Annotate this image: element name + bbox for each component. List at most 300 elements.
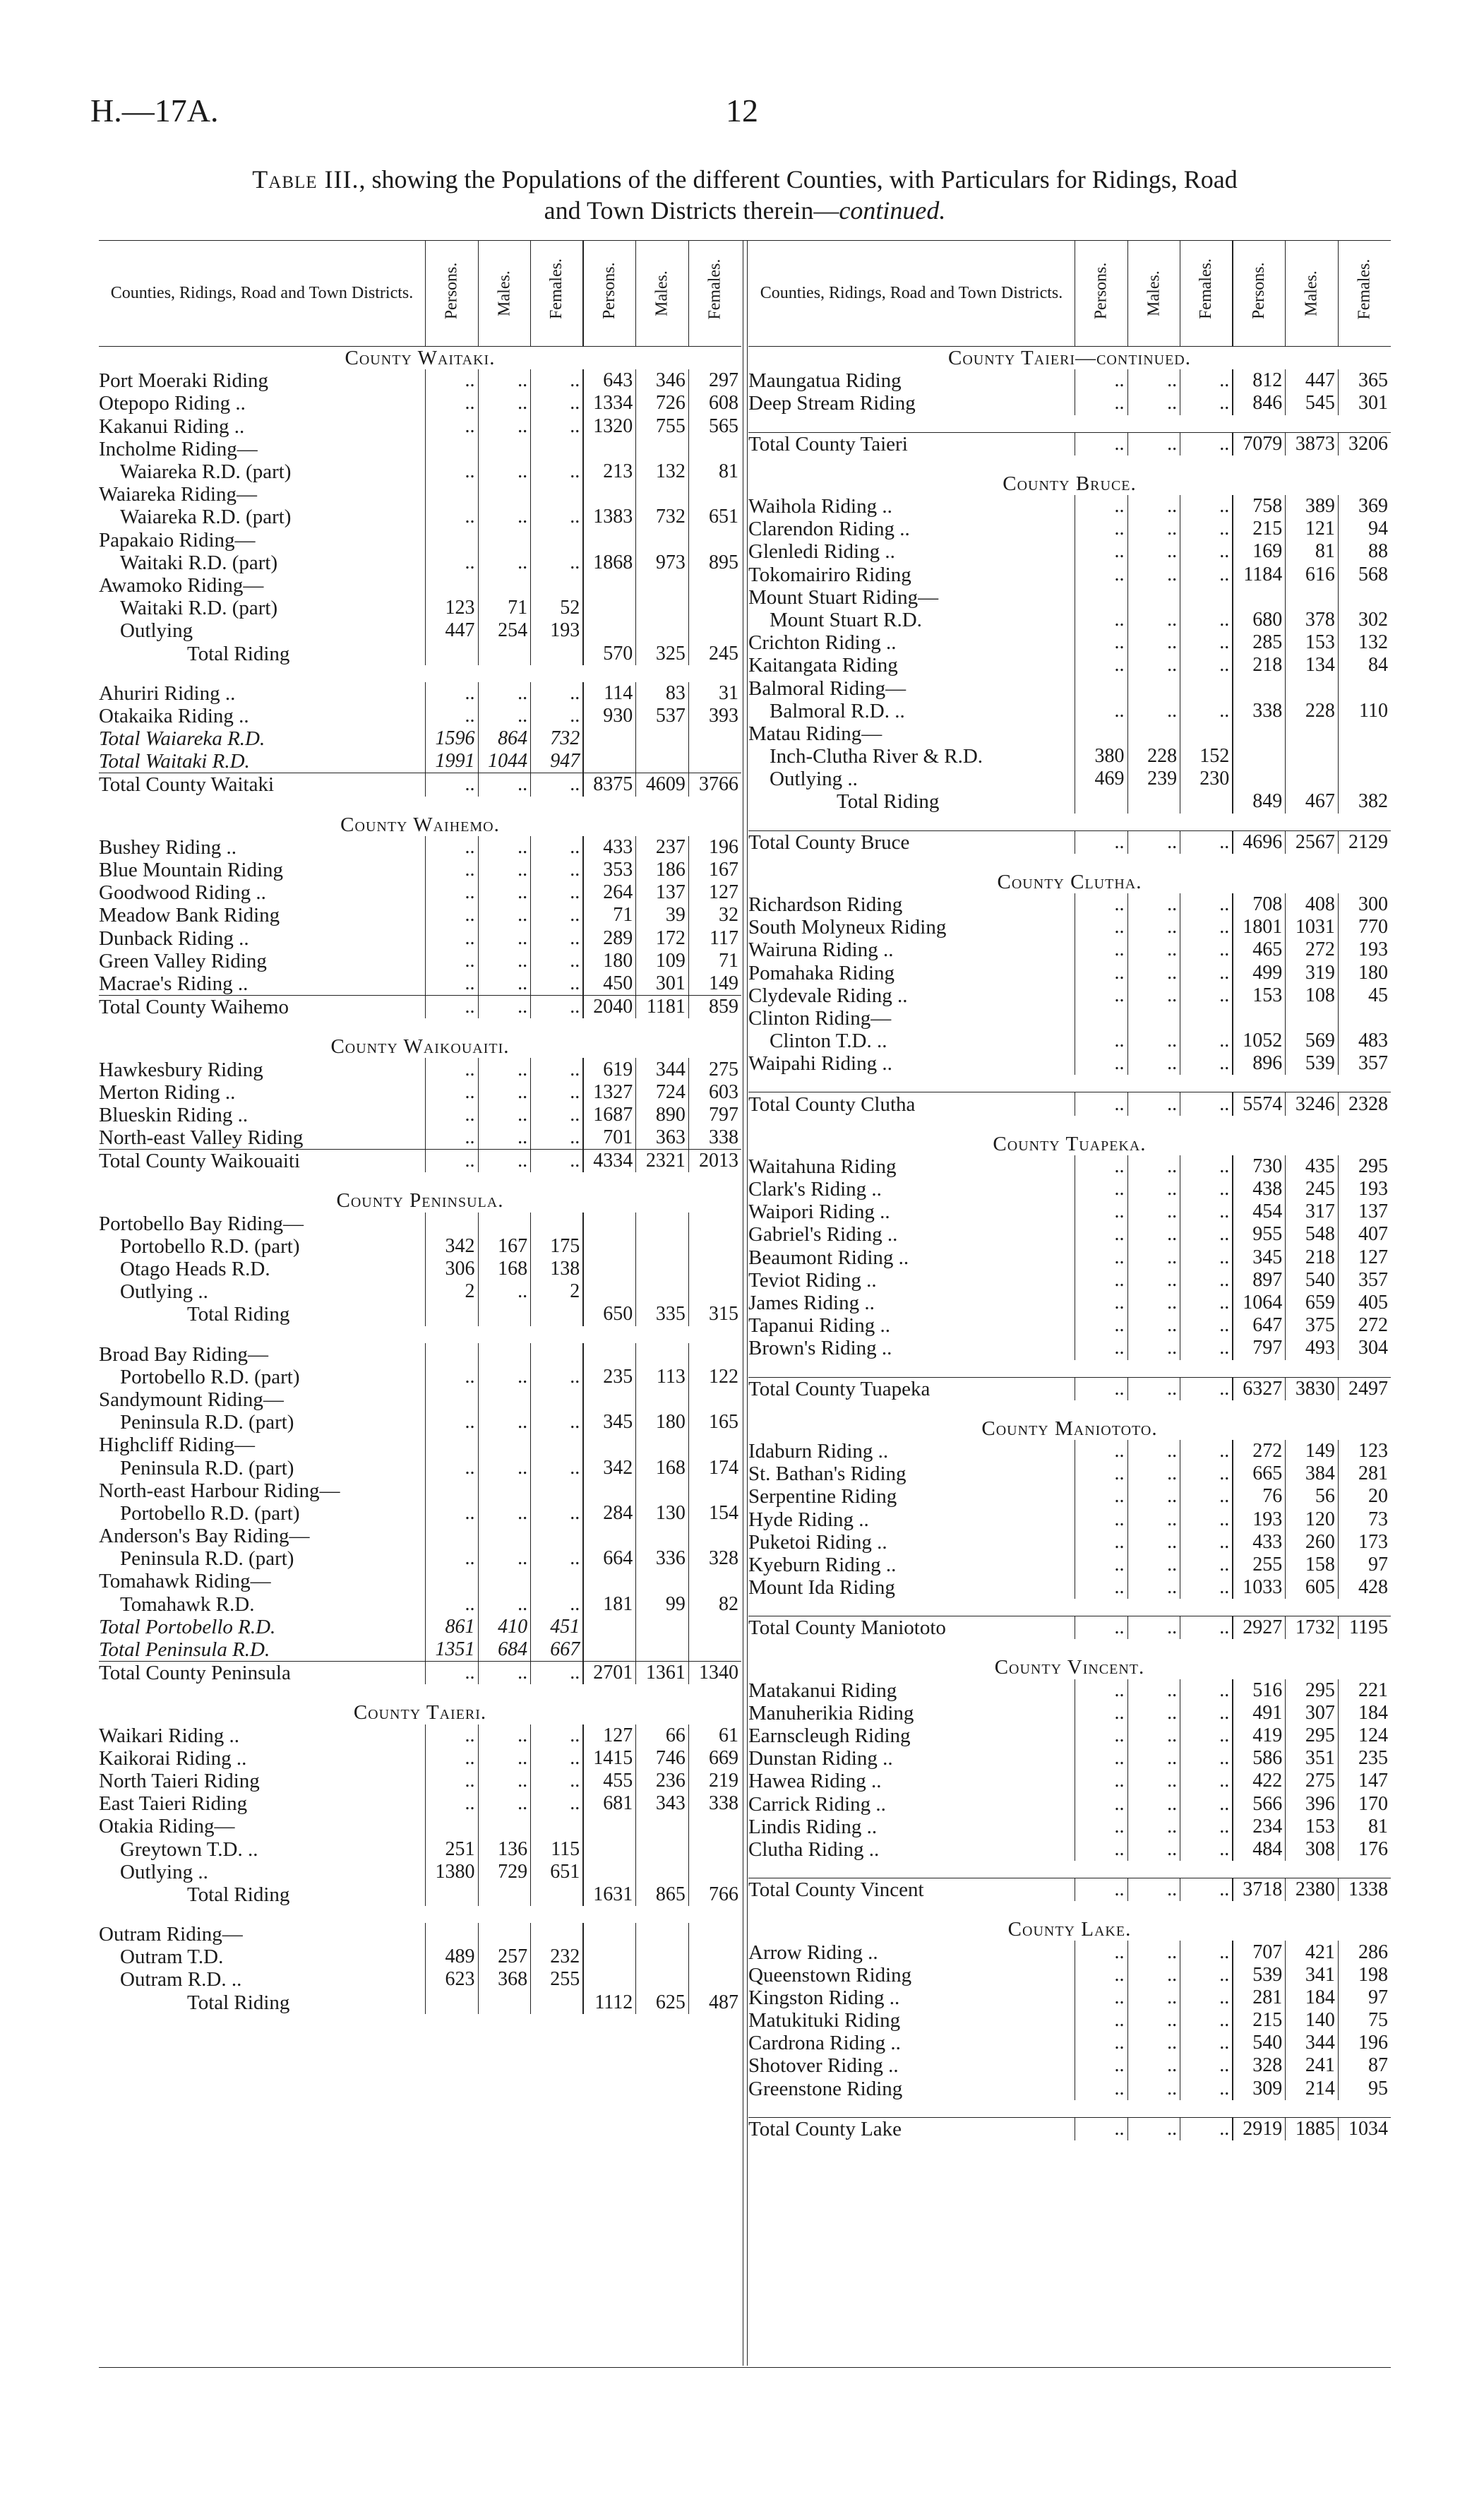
riding-persons-cell (583, 438, 636, 460)
row-label (99, 797, 741, 814)
riding-persons-cell: 491 (1233, 1702, 1286, 1724)
riding-persons-cell: 701 (583, 1126, 636, 1150)
table-row (748, 564, 1391, 586)
row-label: Deep Stream Riding (748, 392, 916, 415)
riding-persons-cell (583, 574, 636, 597)
riding-persons-cell: 1383 (583, 506, 636, 528)
district-persons-cell: .. (1075, 1793, 1127, 1816)
riding-females-cell: 2497 (1338, 1377, 1391, 1400)
riding-females-cell: 302 (1338, 609, 1391, 631)
riding-females-cell (688, 1479, 741, 1502)
row-label: Total County Waikouaiti (99, 1150, 425, 1173)
row-label: Goodwood Riding .. (99, 881, 266, 905)
riding-females-cell (688, 483, 741, 506)
district-females-cell: 115 (531, 1837, 584, 1860)
riding-females-cell: 45 (1338, 984, 1391, 1007)
district-persons-cell: .. (1075, 540, 1127, 563)
district-males-cell: 729 (478, 1861, 531, 1883)
table-row (748, 2032, 1391, 2054)
table-row (99, 642, 741, 665)
row-label: Richardson Riding (748, 893, 903, 917)
riding-persons-cell (1233, 745, 1286, 768)
row-label: Clutha Riding .. (748, 1837, 880, 1861)
row-label (99, 1906, 741, 1923)
table-row (99, 1366, 741, 1388)
riding-males-cell: 83 (636, 682, 689, 705)
district-persons-cell: .. (1075, 1531, 1127, 1554)
row-label: Total Riding (187, 1991, 290, 2014)
riding-males-cell: 186 (636, 859, 689, 881)
district-persons-cell: .. (1075, 1838, 1127, 1861)
table-row (748, 1269, 1391, 1292)
riding-males-cell (636, 1837, 689, 1860)
row-label: Mount Stuart R.D. (770, 608, 922, 631)
table-row (99, 1213, 741, 1235)
district-females-cell (531, 1343, 584, 1366)
column-header-females-total: Females. (1338, 240, 1391, 347)
district-males-cell: .. (478, 1724, 531, 1747)
row-label: Balmoral R.D. .. (770, 699, 905, 722)
riding-males-cell: 346 (636, 369, 689, 392)
table-row (99, 1104, 741, 1126)
riding-females-cell: 149 (688, 972, 741, 996)
district-males-cell: .. (478, 1081, 531, 1104)
riding-females-cell: 405 (1338, 1292, 1391, 1314)
page-number: 12 (726, 93, 758, 129)
column-header-persons: Persons. (1075, 240, 1127, 347)
riding-persons-cell: 438 (1233, 1178, 1286, 1201)
district-males-cell: .. (478, 1280, 531, 1303)
district-males-cell: .. (478, 950, 531, 972)
column-header-persons-total: Persons. (1233, 240, 1286, 347)
riding-males-cell: 245 (1286, 1178, 1339, 1201)
riding-females-cell (688, 1638, 741, 1662)
riding-males-cell: 335 (636, 1303, 689, 1326)
district-females-cell: .. (1180, 1702, 1233, 1724)
riding-females-cell: 275 (688, 1058, 741, 1080)
riding-males-cell: 153 (1286, 631, 1339, 654)
riding-persons-cell (583, 1837, 636, 1860)
riding-persons-cell: 540 (1233, 2032, 1286, 2054)
district-males-cell: .. (1127, 1337, 1180, 1359)
row-label: Maungatua Riding (748, 369, 902, 393)
district-persons-cell: .. (1075, 1724, 1127, 1747)
riding-males-cell (636, 1479, 689, 1502)
riding-persons-cell: 342 (583, 1456, 636, 1479)
district-males-cell: .. (478, 552, 531, 574)
district-males-cell: .. (1127, 1616, 1180, 1640)
riding-persons-cell: 516 (1233, 1679, 1286, 1702)
riding-males-cell: 1181 (636, 996, 689, 1019)
table-row (748, 369, 1391, 392)
riding-persons-cell: 289 (583, 927, 636, 950)
district-persons-cell: .. (1075, 2078, 1127, 2100)
district-females-cell: .. (1180, 1201, 1233, 1223)
riding-females-cell (688, 1923, 741, 1946)
table-row (99, 1388, 741, 1411)
riding-males-cell (636, 1434, 689, 1456)
riding-females-cell (1338, 722, 1391, 745)
district-females-cell: .. (531, 682, 584, 705)
district-males-cell: 684 (478, 1638, 531, 1662)
riding-females-cell (688, 1968, 741, 1991)
table-title-line1: , showing the Populations of the different Counties, with Particulars for Ridings, Road (359, 165, 1238, 193)
riding-persons-cell: 215 (1233, 518, 1286, 540)
district-males-cell: .. (478, 996, 531, 1019)
district-persons-cell: .. (1075, 962, 1127, 984)
row-label: Total County Waitaki (99, 773, 425, 797)
table-row (748, 1007, 1391, 1030)
district-females-cell (531, 529, 584, 552)
riding-males-cell: 467 (1286, 790, 1339, 813)
table-row (748, 1092, 1391, 1116)
table-row (748, 1133, 1391, 1155)
riding-females-cell: 117 (688, 927, 741, 950)
row-label: Tomahawk Riding— (99, 1570, 271, 1593)
riding-females-cell: 766 (688, 1883, 741, 1906)
riding-females-cell (688, 1815, 741, 1837)
table-row (748, 962, 1391, 984)
row-label: Waitahuna Riding (748, 1155, 897, 1178)
district-males-cell: .. (478, 1770, 531, 1792)
row-label: Otepopo Riding .. (99, 392, 246, 415)
riding-persons-cell: 570 (583, 642, 636, 665)
riding-persons-cell: 433 (583, 836, 636, 859)
table-row (99, 665, 741, 682)
district-persons-cell: 469 (1075, 768, 1127, 790)
district-females-cell: .. (1180, 631, 1233, 654)
district-persons-cell: .. (425, 950, 478, 972)
riding-males-cell: 2321 (636, 1150, 689, 1173)
district-females-cell: .. (1180, 1223, 1233, 1246)
district-males-cell (478, 1343, 531, 1366)
district-females-cell: .. (1180, 1485, 1233, 1508)
table-row (99, 705, 741, 727)
table-row (99, 1126, 741, 1150)
riding-females-cell (688, 1616, 741, 1638)
district-persons-cell: .. (1075, 1337, 1127, 1359)
table-row (748, 1155, 1391, 1178)
riding-males-cell: 301 (636, 972, 689, 996)
riding-persons-cell: 422 (1233, 1770, 1286, 1792)
riding-persons-cell: 272 (1233, 1440, 1286, 1463)
district-persons-cell: 306 (425, 1258, 478, 1280)
riding-males-cell (636, 1280, 689, 1303)
riding-females-cell: 198 (1338, 1964, 1391, 1986)
table-row (748, 415, 1391, 433)
district-males-cell: .. (478, 1662, 531, 1685)
riding-males-cell: 548 (1286, 1223, 1339, 1246)
table-row (99, 506, 741, 528)
row-label: Portobello Bay Riding— (99, 1212, 304, 1235)
table-row (99, 881, 741, 904)
district-males-cell: .. (1127, 916, 1180, 939)
riding-females-cell: 184 (1338, 1702, 1391, 1724)
row-label: St. Bathan's Riding (748, 1463, 906, 1486)
district-persons-cell: .. (1075, 654, 1127, 677)
district-persons-cell: .. (1075, 1986, 1127, 2009)
table-row (748, 1679, 1391, 1702)
riding-persons-cell: 1631 (583, 1883, 636, 1906)
riding-males-cell: 81 (1286, 540, 1339, 563)
riding-females-cell: 88 (1338, 540, 1391, 563)
row-label (748, 854, 1391, 871)
table-row (748, 1918, 1391, 1941)
row-label: Total County Vincent (748, 1878, 1075, 1902)
riding-males-cell: 172 (636, 927, 689, 950)
riding-females-cell: 382 (1338, 790, 1391, 813)
riding-persons-cell: 71 (583, 904, 636, 927)
district-males-cell: .. (478, 1366, 531, 1388)
table-row (99, 1593, 741, 1616)
district-persons-cell: .. (1075, 432, 1127, 455)
district-persons-cell: .. (1075, 893, 1127, 916)
district-males-cell: .. (478, 1411, 531, 1434)
table-row (748, 1964, 1391, 1986)
riding-males-cell (1286, 586, 1339, 609)
table-row (748, 745, 1391, 768)
riding-females-cell: 81 (1338, 1816, 1391, 1838)
district-males-cell: .. (478, 1747, 531, 1770)
district-males-cell: .. (1127, 830, 1180, 854)
row-label: Green Valley Riding (99, 949, 267, 972)
district-persons-cell: .. (425, 415, 478, 438)
district-males-cell: .. (478, 927, 531, 950)
table-row (748, 1337, 1391, 1359)
riding-females-cell: 304 (1338, 1337, 1391, 1359)
riding-females-cell: 127 (1338, 1246, 1391, 1269)
district-persons-cell: .. (1075, 1941, 1127, 1963)
table-row (748, 722, 1391, 745)
column-header-males-total: Males. (636, 240, 689, 347)
district-females-cell: .. (531, 1150, 584, 1173)
riding-males-cell: 724 (636, 1081, 689, 1104)
riding-males-cell (1286, 745, 1339, 768)
riding-persons-cell (583, 750, 636, 773)
riding-persons-cell: 2927 (1233, 1616, 1286, 1640)
table-row (748, 1116, 1391, 1133)
district-males-cell: .. (478, 1502, 531, 1525)
table-row (748, 1941, 1391, 1963)
district-females-cell: .. (531, 415, 584, 438)
district-females-cell: .. (1180, 609, 1233, 631)
row-label: County Maniototo. (981, 1417, 1158, 1440)
row-label: Clinton T.D. .. (770, 1030, 887, 1053)
riding-females-cell: 315 (688, 1303, 741, 1326)
riding-females-cell: 147 (1338, 1770, 1391, 1792)
row-label: Total Riding (187, 1303, 290, 1326)
riding-females-cell: 565 (688, 415, 741, 438)
table-row (99, 1747, 741, 1770)
district-persons-cell: .. (425, 552, 478, 574)
district-persons-cell (1075, 677, 1127, 699)
column-header-males: Males. (1127, 240, 1180, 347)
riding-males-cell: 746 (636, 1747, 689, 1770)
district-males-cell: .. (1127, 1964, 1180, 1986)
table-row (748, 1554, 1391, 1576)
district-persons-cell: .. (425, 1724, 478, 1747)
riding-persons-cell (583, 597, 636, 619)
riding-persons-cell (583, 1638, 636, 1662)
district-males-cell: .. (1127, 1052, 1180, 1075)
district-females-cell: .. (1180, 984, 1233, 1007)
riding-females-cell: 75 (1338, 2009, 1391, 2032)
riding-females-cell: 97 (1338, 1986, 1391, 2009)
row-label: Dunstan Riding .. (748, 1747, 893, 1770)
riding-persons-cell: 255 (1233, 1554, 1286, 1576)
table-row (748, 1360, 1391, 1378)
district-females-cell (531, 1434, 584, 1456)
riding-females-cell: 357 (1338, 1269, 1391, 1292)
riding-persons-cell (583, 1946, 636, 1968)
district-persons-cell: .. (1075, 1246, 1127, 1269)
table-row (99, 727, 741, 750)
riding-males-cell: 180 (636, 1411, 689, 1434)
district-females-cell: .. (1180, 1793, 1233, 1816)
riding-females-cell (688, 1343, 741, 1366)
district-persons-cell: .. (1075, 1201, 1127, 1223)
district-females-cell (1180, 677, 1233, 699)
district-persons-cell (425, 1883, 478, 1906)
table-row (748, 677, 1391, 699)
district-males-cell: .. (478, 369, 531, 392)
riding-persons-cell (1233, 677, 1286, 699)
district-persons-cell: .. (425, 1456, 478, 1479)
left-table-body (99, 347, 741, 2014)
riding-females-cell: 1034 (1338, 2117, 1391, 2140)
district-females-cell: .. (1180, 1292, 1233, 1314)
district-males-cell: .. (1127, 1269, 1180, 1292)
riding-persons-cell: 338 (1233, 700, 1286, 722)
riding-persons-cell: 1112 (583, 1991, 636, 2014)
row-label: Kaikorai Riding .. (99, 1746, 247, 1770)
riding-females-cell: 31 (688, 682, 741, 705)
riding-persons-cell (1233, 1007, 1286, 1030)
district-males-cell: 71 (478, 597, 531, 619)
riding-persons-cell: 797 (1233, 1337, 1286, 1359)
riding-females-cell: 1340 (688, 1662, 741, 1685)
row-label: Crichton Riding .. (748, 631, 897, 655)
riding-persons-cell: 215 (1233, 2009, 1286, 2032)
district-males-cell (478, 1525, 531, 1547)
row-label: Incholme Riding— (99, 437, 258, 460)
district-persons-cell: .. (425, 1593, 478, 1616)
table-row (99, 415, 741, 438)
district-females-cell: .. (1180, 916, 1233, 939)
row-label: Greenstone Riding (748, 2077, 903, 2100)
table-row (99, 460, 741, 483)
row-label: Total Portobello R.D. (99, 1615, 276, 1638)
row-label: County Waikouaiti. (330, 1035, 510, 1059)
row-label: Waikari Riding .. (99, 1724, 240, 1747)
riding-persons-cell: 707 (1233, 1941, 1286, 1963)
district-persons-cell: .. (1075, 495, 1127, 518)
table-row (748, 1417, 1391, 1440)
district-males-cell: .. (478, 836, 531, 859)
district-females-cell: .. (531, 552, 584, 574)
riding-males-cell: 307 (1286, 1702, 1339, 1724)
district-persons-cell: .. (425, 904, 478, 927)
riding-females-cell: 483 (1338, 1030, 1391, 1052)
table-row (99, 1189, 741, 1212)
district-males-cell: .. (1127, 1292, 1180, 1314)
riding-males-cell: 890 (636, 1104, 689, 1126)
riding-females-cell: 272 (1338, 1314, 1391, 1337)
district-persons-cell (1075, 586, 1127, 609)
district-persons-cell: .. (1075, 1155, 1127, 1178)
table-row (99, 1411, 741, 1434)
row-label: Brown's Riding .. (748, 1337, 892, 1360)
district-males-cell: .. (1127, 1440, 1180, 1463)
district-females-cell (531, 1213, 584, 1235)
district-persons-cell: .. (425, 927, 478, 950)
riding-females-cell: 1195 (1338, 1616, 1391, 1640)
row-label: Total Peninsula R.D. (99, 1638, 270, 1662)
district-persons-cell: 1351 (425, 1638, 478, 1662)
riding-males-cell (1286, 768, 1339, 790)
district-females-cell: 2 (531, 1280, 584, 1303)
riding-males-cell: 149 (1286, 1440, 1339, 1463)
district-females-cell: .. (1180, 1508, 1233, 1530)
riding-males-cell: 132 (636, 460, 689, 483)
district-persons-cell (425, 1343, 478, 1366)
row-label: Serpentine Riding (748, 1485, 897, 1508)
district-persons-cell: .. (425, 881, 478, 904)
riding-females-cell: 338 (688, 1126, 741, 1150)
district-males-cell: .. (478, 1792, 531, 1815)
district-males-cell: .. (1127, 631, 1180, 654)
district-males-cell: .. (1127, 654, 1180, 677)
district-persons-cell: 1991 (425, 750, 478, 773)
riding-males-cell (636, 1388, 689, 1411)
district-males-cell (478, 1923, 531, 1946)
center-divider-b (747, 240, 748, 2366)
table-row (748, 1201, 1391, 1223)
district-females-cell: .. (1180, 1986, 1233, 2009)
riding-females-cell: 603 (688, 1081, 741, 1104)
riding-females-cell (688, 597, 741, 619)
riding-females-cell (688, 1258, 741, 1280)
district-females-cell: .. (531, 836, 584, 859)
district-persons-cell: .. (1075, 392, 1127, 415)
district-males-cell: 136 (478, 1837, 531, 1860)
district-males-cell: .. (478, 1058, 531, 1080)
district-females-cell (1180, 586, 1233, 609)
riding-persons-cell: 281 (1233, 1986, 1286, 2009)
district-persons-cell: .. (1075, 1679, 1127, 1702)
riding-males-cell: 344 (1286, 2032, 1339, 2054)
riding-males-cell (636, 597, 689, 619)
riding-males-cell: 540 (1286, 1269, 1339, 1292)
table-row (99, 1035, 741, 1058)
riding-males-cell: 3830 (1286, 1377, 1339, 1400)
riding-males-cell: 99 (636, 1593, 689, 1616)
table-row (748, 1463, 1391, 1485)
row-label: Bushey Riding .. (99, 835, 237, 859)
riding-males-cell (636, 750, 689, 773)
riding-persons-cell (583, 619, 636, 642)
table-row (748, 586, 1391, 609)
riding-males-cell: 435 (1286, 1155, 1339, 1178)
table-row (748, 854, 1391, 871)
table-row (748, 1702, 1391, 1724)
district-females-cell: .. (1180, 2117, 1233, 2140)
district-females-cell: .. (1180, 893, 1233, 916)
riding-males-cell: 389 (1286, 495, 1339, 518)
district-males-cell: .. (1127, 1878, 1180, 1902)
riding-females-cell: 2129 (1338, 830, 1391, 854)
row-label: East Taieri Riding (99, 1792, 248, 1816)
